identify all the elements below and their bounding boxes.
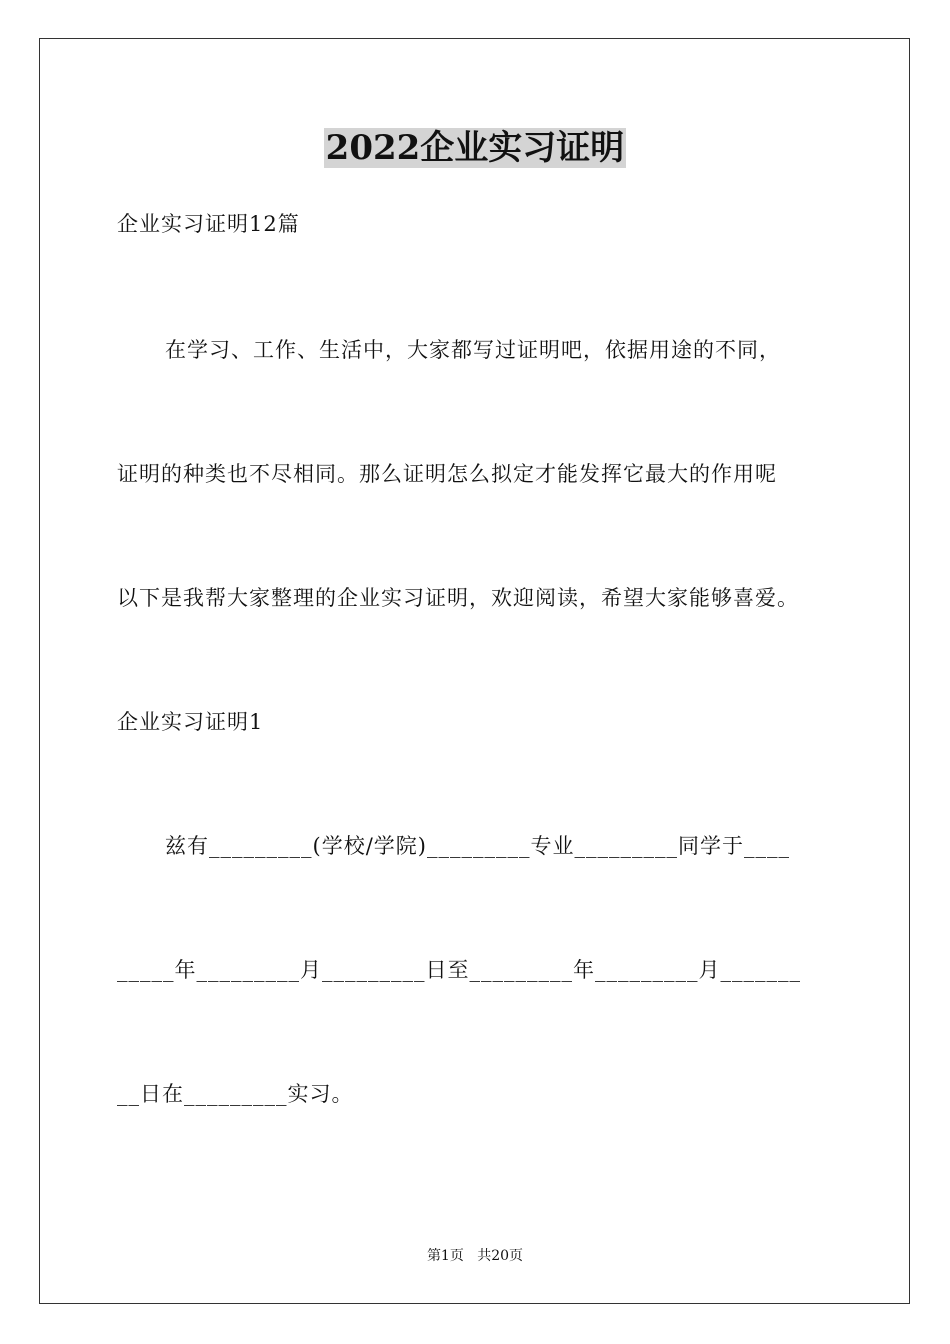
page-footer <box>0 1247 950 1265</box>
title-container <box>0 128 950 168</box>
paragraph-line-1: 在学习、工作、生活中，大家都写过证明吧，依据用途的不同， <box>165 338 781 362</box>
document-subtitle: 企业实习证明12篇 <box>117 212 300 236</box>
paragraph-line-3: 以下是我帮大家整理的企业实习证明，欢迎阅读，希望大家能够喜爱。 <box>117 586 799 610</box>
section-heading-1: 企业实习证明1 <box>117 710 264 734</box>
footer-spacer <box>464 1248 477 1264</box>
footer-page-total: 共20页 <box>477 1248 524 1264</box>
paragraph-line-2: 证明的种类也不尽相同。那么证明怎么拟定才能发挥它最大的作用呢 <box>117 462 777 486</box>
form-line-1: 兹有_________(学校/学院)_________专业_________同学于____ <box>165 834 790 858</box>
document-title: 2022企业实习证明 <box>325 128 625 168</box>
form-line-2: _____年_________月_________日至_________年_________月_______ <box>117 958 801 982</box>
form-line-3: __日在_________实习。 <box>117 1082 354 1106</box>
footer-page-current: 第1页 <box>426 1248 464 1264</box>
